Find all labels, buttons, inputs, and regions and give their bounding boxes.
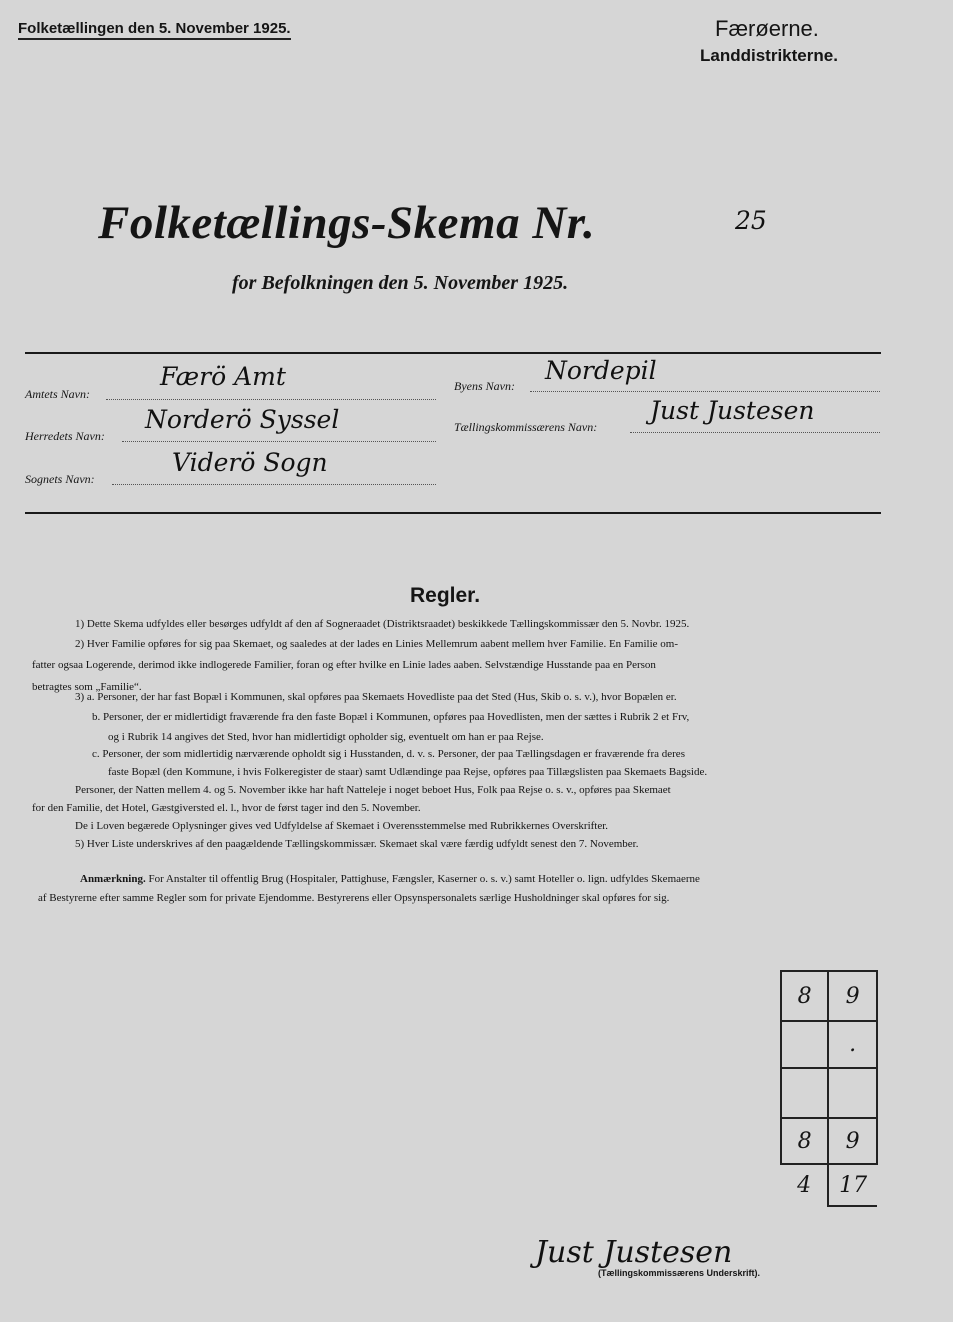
herred-label: Herredets Navn: bbox=[25, 429, 105, 443]
tally-cell: 9 bbox=[828, 971, 877, 1021]
herred-value: Norderö Syssel bbox=[145, 405, 340, 434]
regler-title: Regler. bbox=[410, 584, 481, 607]
regler-line: Personer, der Natten mellem 4. og 5. November ikke har haft Natteleje i noget beboet Hus, Folk paa Rejse o. s. v., opføres paa Skemaet bbox=[75, 784, 671, 796]
herred-line bbox=[122, 441, 436, 442]
by-value: Nordepil bbox=[545, 356, 657, 385]
tally-cell bbox=[828, 1068, 877, 1118]
anmaerkning-label: Anmærkning. bbox=[80, 873, 146, 885]
tally-cell: 8 bbox=[781, 971, 828, 1021]
header-region: Færøerne. bbox=[715, 16, 819, 41]
header-census-date: Folketællingen den 5. November 1925. bbox=[18, 20, 291, 40]
form-title: Folketællings-Skema Nr. bbox=[98, 197, 596, 249]
by-label: Byens Navn: bbox=[454, 379, 515, 393]
form-subtitle: for Befolkningen den 5. November 1925. bbox=[232, 272, 569, 294]
regler-line: faste Bopæl (den Kommune, i hvis Folkeregister de staar) samt Udlændinge paa Rejse, opføres paa Tillægslisten paa Skemaets Bagside. bbox=[108, 766, 708, 778]
regler-line: for den Familie, det Hotel, Gæstgiversted el. l., hvor de først tager ind den 5. November. bbox=[32, 802, 421, 814]
regler-line: betragtes som „Familie“. bbox=[32, 681, 142, 693]
sogn-label: Sognets Navn: bbox=[25, 472, 95, 486]
tally-cell bbox=[781, 1068, 828, 1118]
tally-cell: 9 bbox=[828, 1118, 877, 1164]
tally-total: 4 bbox=[797, 1173, 812, 1198]
kommissaer-line bbox=[630, 432, 880, 433]
anmaerkning-text1: For Anstalter til offentlig Brug (Hospitaler, Pattighuse, Fængsler, Kaserner o. s. v.) samt Hoteller o. lign. udfyldes Skemaerne bbox=[148, 873, 700, 885]
regler-line: De i Loven begærede Oplysninger gives ved Udfyldelse af Skemaet i Overensstemmelse med Rubrikkernes Overskrifter. bbox=[75, 820, 609, 832]
header-district-type: Landdistrikterne. bbox=[700, 46, 838, 65]
amt-label: Amtets Navn: bbox=[25, 387, 90, 401]
tally-cell bbox=[781, 1021, 828, 1068]
sogn-line bbox=[112, 484, 436, 485]
regler-line: 5) Hver Liste underskrives af den paagældende Tællingskommissær. Skemaet skal være færdig udfyldt senest den 7. November. bbox=[75, 838, 639, 850]
sogn-value: Viderö Sogn bbox=[172, 448, 328, 477]
kommissaer-label: Tællingskommissærens Navn: bbox=[454, 420, 598, 434]
signature-caption: (Tællingskommissærens Underskrift). bbox=[598, 1268, 761, 1278]
regler-line: 2) Hver Familie opføres for sig paa Skemaet, og saaledes at der lades en Linies Mellemrum aabent mellem hver Familie. En Familie om- bbox=[75, 638, 678, 650]
amt-line bbox=[106, 399, 436, 400]
signature-name: Just Justesen bbox=[535, 1235, 733, 1270]
anmaerkning-text2: af Bestyrerne efter samme Regler som for private Ejendomme. Bestyrerens eller Opsynspersonalets særlige Husholdninger skal opføres for sig. bbox=[38, 892, 670, 904]
form-number: 25 bbox=[735, 206, 767, 235]
anmaerkning-line1 bbox=[80, 873, 700, 885]
tally-cell: 8 bbox=[781, 1118, 828, 1164]
tally-total: 17 bbox=[828, 1164, 877, 1206]
by-line bbox=[530, 391, 880, 392]
regler-line: 3) a. Personer, der har fast Bopæl i Kommunen, skal opføres paa Skemaets Hovedliste paa det Sted (Hus, Skib o. s. v.), hvor Bopælen er. bbox=[75, 691, 677, 703]
tally-box bbox=[780, 970, 878, 1207]
kommissaer-value: Just Justesen bbox=[650, 396, 815, 425]
regler-line: 1) Dette Skema udfyldes eller besørges udfyldt af den af Sogneraadet (Distriktsraadet) beskikkede Tællingskommissær den 5. Novbr. 1925. bbox=[75, 618, 690, 630]
amt-value: Færö Amt bbox=[160, 362, 286, 391]
regler-line: fatter ogsaa Logerende, derimod ikke indlogerede Familier, foran og efter hvilke en Linie lades aaben. Selvstændige Husstande paa en Person bbox=[32, 659, 656, 671]
bottom-rule bbox=[25, 512, 881, 514]
regler-line: b. Personer, der er midlertidigt fraværende fra den faste Bopæl i Kommunen, opføres paa Hovedlisten, men der sættes i Rubrik 2 et Frv, bbox=[92, 711, 690, 723]
regler-line: c. Personer, der som midlertidig nærværende opholdt sig i Husstanden, d. v. s. Personer, der paa Tællingsdagen er fraværende fra deres bbox=[92, 748, 685, 760]
regler-line: og i Rubrik 14 angives det Sted, hvor han midlertidigt opholder sig, eventuelt om han er paa Rejse. bbox=[108, 731, 544, 743]
tally-cell: . bbox=[828, 1021, 877, 1068]
top-rule bbox=[25, 352, 881, 354]
